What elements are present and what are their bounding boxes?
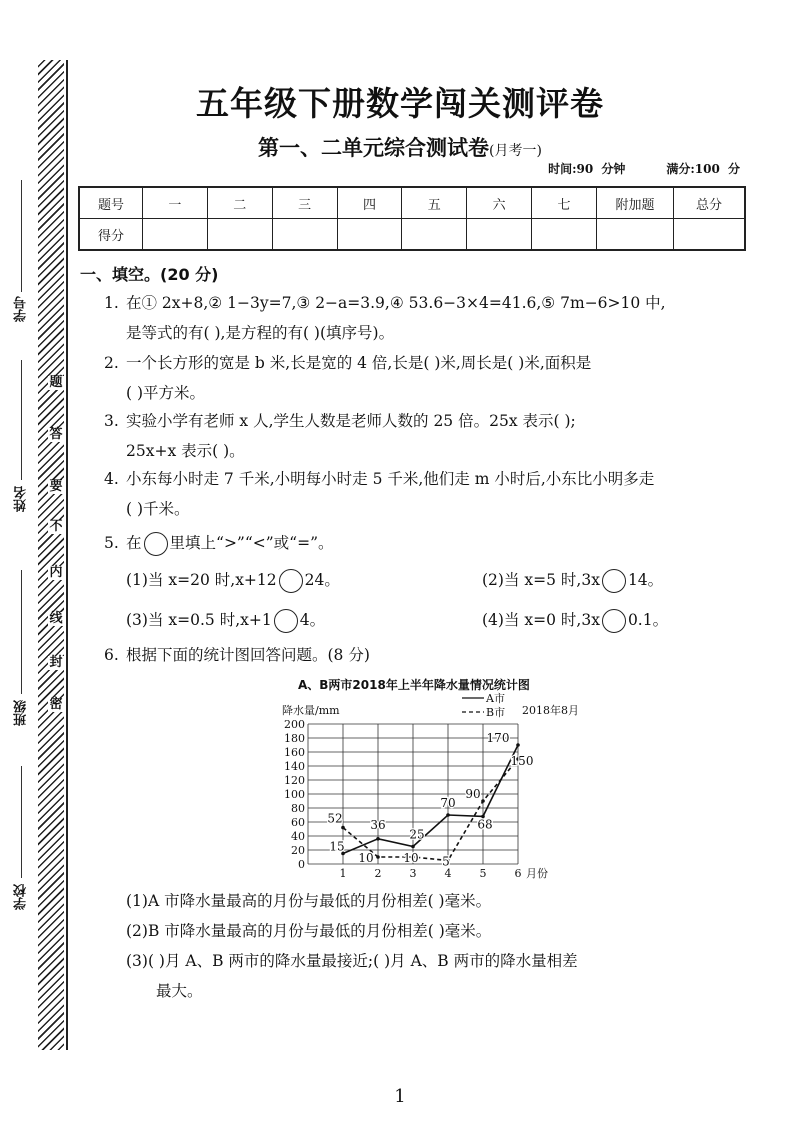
class-line[interactable]	[21, 570, 22, 694]
x-tick-label: 5	[479, 867, 487, 880]
score-table-cell: 二	[207, 187, 272, 219]
question-3	[104, 406, 760, 466]
question-5-part-3	[126, 608, 325, 633]
class-label: 班级	[14, 700, 29, 726]
question-1	[104, 288, 760, 348]
score-table-cell: 附加题	[597, 187, 674, 219]
x-tick-label: 4	[444, 867, 452, 880]
seal-word: 答	[49, 427, 63, 442]
series-line-b	[343, 759, 518, 861]
school-line[interactable]	[21, 766, 22, 878]
question-5	[104, 528, 760, 558]
y-tick-label: 140	[284, 760, 305, 773]
seal-word: 题	[49, 375, 63, 390]
question-text: 一个长方形的宽是 b 米,长是宽的 4 倍,长是( )米,周长是( )米,面积是	[126, 354, 592, 372]
student-id-line[interactable]	[21, 180, 22, 292]
answer-circle[interactable]	[279, 569, 303, 593]
score-table-cell: 四	[337, 187, 402, 219]
legend-label: B市	[486, 706, 506, 719]
question-2	[104, 348, 760, 408]
answer-circle[interactable]	[602, 569, 626, 593]
score-table-cell: 五	[402, 187, 467, 219]
page-number: 1	[394, 1086, 406, 1107]
part-text: (1)当 x=20 时,x+12	[126, 571, 277, 589]
y-tick-label: 200	[284, 718, 305, 731]
question-5-part-4	[482, 608, 668, 633]
score-input-cell[interactable]	[402, 219, 467, 251]
part-text: (4)当 x=0 时,3x	[482, 611, 600, 629]
x-tick-label: 1	[339, 867, 347, 880]
exam-title: 五年级下册数学闯关测评卷	[196, 84, 604, 123]
name-label: 姓名	[14, 486, 29, 512]
y-tick-label: 160	[284, 746, 305, 759]
x-tick-label: 2	[374, 867, 382, 880]
data-label: 25	[409, 827, 425, 842]
question-number: 6.	[104, 646, 119, 664]
binding-rule	[66, 60, 68, 1050]
question-6	[104, 640, 760, 670]
score-input-cell[interactable]	[532, 219, 597, 251]
exam-meta	[548, 160, 740, 177]
seal-word: 内	[49, 565, 63, 580]
y-axis-label: 降水量/mm	[282, 704, 340, 717]
score-table-cell: 七	[532, 187, 597, 219]
question-text: ( )平方米。	[126, 384, 206, 402]
seal-word: 密	[49, 697, 63, 712]
question-number: 1.	[104, 294, 119, 312]
question-text: 小东每小时走 7 千米,小明每小时走 5 千米,他们走 m 小时后,小东比小明多走	[126, 470, 655, 488]
series-line-a	[343, 745, 518, 854]
data-label: 10	[403, 851, 419, 865]
data-point	[376, 837, 380, 841]
data-label: 68	[477, 817, 493, 832]
exam-subtitle	[0, 132, 800, 162]
question-text: 根据下面的统计图回答问题。(8 分)	[126, 646, 370, 664]
x-tick-label: 6	[514, 867, 522, 880]
question-5-part-2	[482, 568, 663, 593]
y-tick-label: 60	[291, 816, 305, 829]
data-label: 70	[440, 796, 456, 810]
name-line[interactable]	[21, 360, 22, 480]
question-number: 4.	[104, 470, 119, 488]
question-number: 5.	[104, 534, 119, 552]
score-table-cell: 题号	[79, 187, 143, 219]
score-row-label: 得分	[79, 219, 143, 251]
data-point	[411, 845, 415, 849]
data-point	[446, 813, 450, 817]
score-table-cell: 三	[272, 187, 337, 219]
question-6-part-1: (1)A 市降水量最高的月份与最低的月份相差( )毫米。	[126, 892, 492, 910]
part-text: (3)( )月 A、B 两市的降水量最接近;( )月 A、B 两市的降水量相差	[126, 952, 578, 970]
section-heading: 一、填空。(20 分)	[80, 265, 219, 284]
question-text: 实验小学有老师 x 人,学生人数是老师人数的 25 倍。25x 表示( );	[126, 412, 576, 430]
legend-label: A市	[486, 692, 505, 705]
seal-word: 不	[49, 519, 63, 534]
y-tick-label: 0	[298, 858, 305, 871]
score-table-score-row	[79, 219, 745, 251]
score-table-cell: 总分	[674, 187, 746, 219]
data-point	[376, 855, 380, 859]
question-text: 在	[126, 534, 142, 552]
chart-title: A、B两市2018年上半年降水量情况统计图	[298, 678, 530, 692]
question-4	[104, 464, 760, 524]
chart-date-note: 2018年8月	[522, 704, 579, 717]
seal-word: 线	[49, 611, 63, 626]
data-label: 5	[442, 854, 450, 869]
data-point	[516, 743, 520, 747]
question-text: ( )千米。	[126, 500, 190, 518]
part-text: 24。	[304, 571, 340, 589]
compare-circle	[144, 532, 168, 556]
data-point	[481, 799, 485, 803]
subtitle-note: (月考一)	[489, 143, 542, 159]
y-tick-label: 120	[284, 774, 305, 787]
student-id-label: 学号	[14, 296, 29, 322]
answer-circle[interactable]	[274, 609, 298, 633]
y-tick-label: 80	[291, 802, 305, 815]
question-text: 里填上“>”“<”或“=”。	[169, 534, 334, 552]
question-number: 2.	[104, 354, 119, 372]
question-6-part-3	[126, 946, 756, 1006]
score-input-cell[interactable]	[674, 219, 746, 251]
part-text: (3)当 x=0.5 时,x+1	[126, 611, 272, 629]
data-label: 15	[329, 839, 345, 854]
data-label: 10	[358, 851, 374, 865]
question-6-part-2: (2)B 市降水量最高的月份与最低的月份相差( )毫米。	[126, 922, 492, 940]
score-table-cell: 六	[467, 187, 532, 219]
score-input-cell[interactable]	[207, 219, 272, 251]
binding-hatch	[38, 60, 64, 1050]
score-table-header-row	[79, 187, 745, 219]
data-label: 52	[327, 811, 343, 826]
subtitle-text: 第一、二单元综合测试卷	[258, 136, 490, 160]
part-text: (2)当 x=5 时,3x	[482, 571, 600, 589]
score-input-cell[interactable]	[597, 219, 674, 251]
score-input-cell[interactable]	[272, 219, 337, 251]
exam-time: 时间:90 分钟	[548, 162, 626, 176]
part-text: 4。	[299, 611, 326, 629]
school-label: 学校	[14, 884, 29, 910]
score-input-cell[interactable]	[337, 219, 402, 251]
y-tick-label: 40	[291, 830, 305, 843]
data-label: 150	[510, 754, 534, 768]
score-table-cell: 一	[143, 187, 208, 219]
x-axis-label: 月份	[526, 867, 548, 880]
question-text: 25x+x 表示( )。	[126, 442, 245, 460]
data-label: 36	[370, 817, 386, 832]
question-5-part-1	[126, 568, 340, 593]
part-text: 0.1。	[627, 611, 669, 629]
exam-full-score: 满分:100 分	[666, 162, 740, 176]
part-text: 14。	[627, 571, 664, 589]
answer-circle[interactable]	[602, 609, 626, 633]
rainfall-line-chart	[272, 690, 579, 880]
score-input-cell[interactable]	[467, 219, 532, 251]
data-label: 170	[486, 731, 510, 745]
x-tick-label: 3	[409, 867, 417, 880]
question-text: 是等式的有( ),是方程的有( )(填序号)。	[126, 324, 395, 342]
y-tick-label: 20	[291, 844, 305, 857]
part-text: 最大。	[156, 982, 203, 1000]
question-text: 在① 2x+8,② 1−3y=7,③ 2−a=3.9,④ 53.6−3×4=41.6,⑤ 7m−6>10 中,	[126, 294, 666, 312]
y-tick-label: 180	[284, 732, 305, 745]
seal-word: 封	[49, 655, 63, 670]
data-label: 90	[465, 787, 481, 801]
data-point	[341, 826, 345, 830]
score-table	[78, 186, 746, 251]
score-input-cell[interactable]	[143, 219, 208, 251]
y-tick-label: 100	[284, 788, 305, 801]
question-number: 3.	[104, 412, 119, 430]
seal-word: 要	[49, 479, 63, 494]
